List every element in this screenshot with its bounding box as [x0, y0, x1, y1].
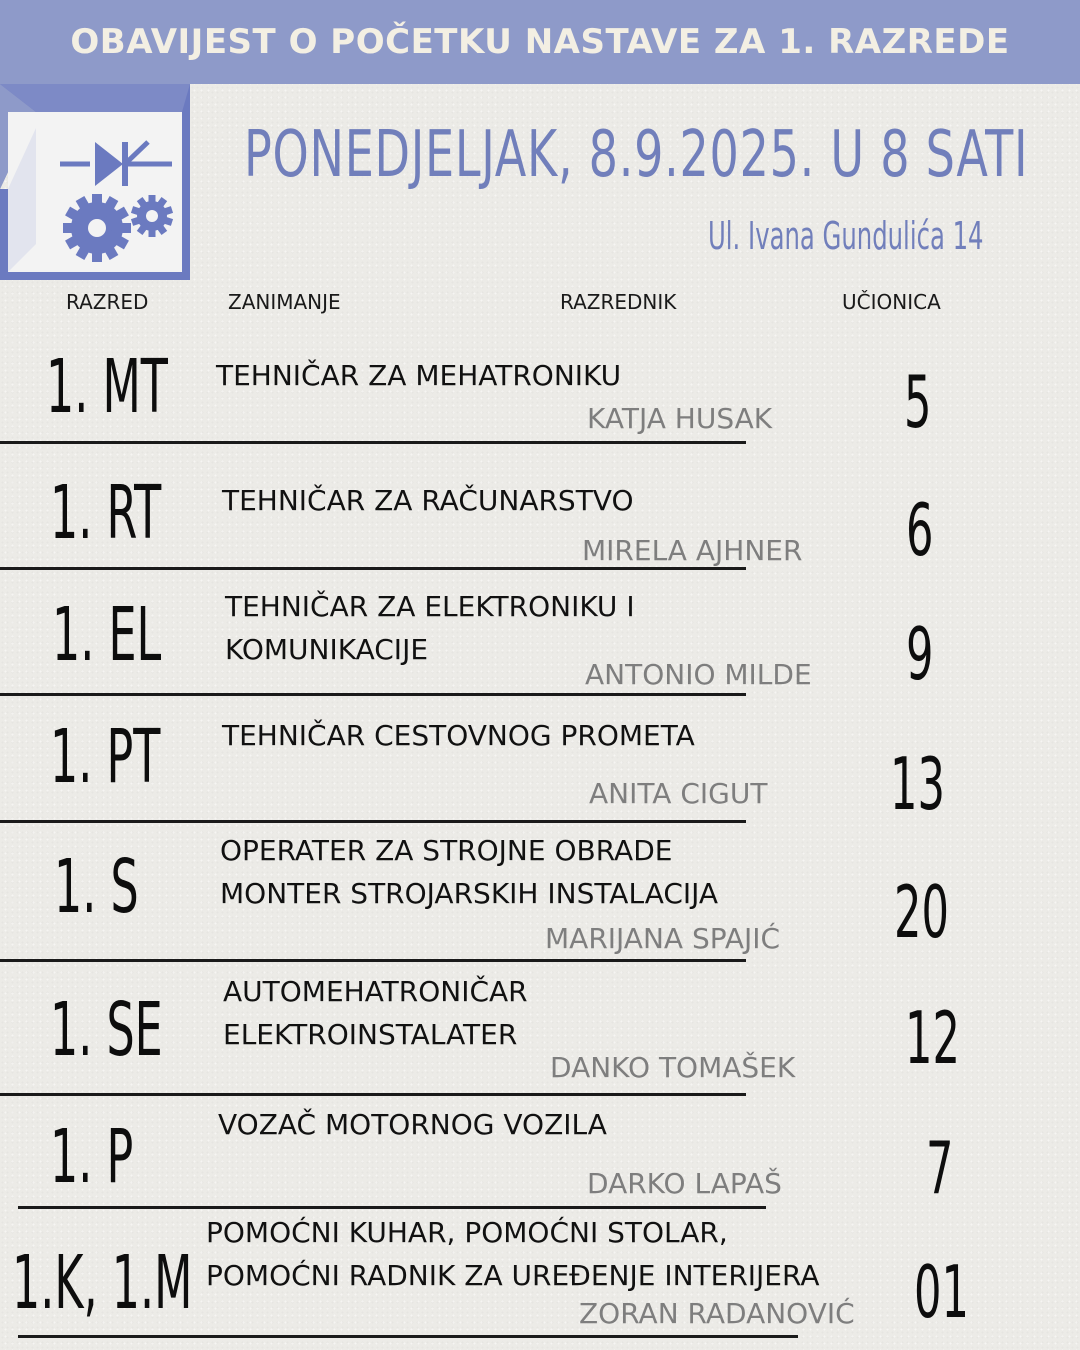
class-teacher: MIRELA AJHNER: [582, 534, 803, 567]
row-divider: [0, 693, 746, 696]
page-title: OBAVIJEST O POČETKU NASTAVE ZA 1. RAZREDE: [70, 22, 1010, 62]
classroom-number: 01: [914, 1250, 969, 1334]
classroom-number: 7: [926, 1126, 954, 1210]
class-name: 1.K, 1.M: [12, 1240, 193, 1326]
occupation: TEHNIČAR ZA ELEKTRONIKU I KOMUNIKACIJE: [225, 590, 635, 666]
occupation: TEHNIČAR CESTOVNOG PROMETA: [222, 719, 695, 752]
class-teacher: MARIJANA SPAJIĆ: [545, 922, 781, 955]
class-name: 1. S: [54, 844, 139, 930]
occupation: TEHNIČAR ZA MEHATRONIKU: [216, 359, 622, 392]
occupation: POMOĆNI KUHAR, POMOĆNI STOLAR, POMOĆNI RADNIK ZA UREĐENJE INTERIJERA: [206, 1216, 820, 1292]
column-header-occupation: ZANIMANJE: [228, 290, 341, 314]
occupation: OPERATER ZA STROJNE OBRADE MONTER STROJARSKIH INSTALACIJA: [220, 834, 719, 910]
class-name: 1. PT: [50, 714, 161, 800]
class-teacher: KATJA HUSAK: [587, 402, 773, 435]
row-divider: [0, 820, 746, 823]
class-name: 1. MT: [46, 344, 168, 430]
class-teacher: ANITA CIGUT: [589, 777, 768, 810]
classroom-number: 12: [905, 996, 960, 1080]
classroom-number: 5: [904, 360, 932, 444]
occupation: VOZAČ MOTORNOG VOZILA: [218, 1108, 607, 1141]
school-address: Ul. Ivana Gundulića 14: [708, 214, 984, 258]
row-divider: [18, 1335, 798, 1338]
row-divider: [0, 959, 746, 962]
school-logo-icon: [0, 84, 190, 280]
row-divider: [18, 1206, 766, 1209]
title-banner: [0, 0, 1080, 84]
column-header-room: UČIONICA: [842, 290, 941, 314]
classroom-number: 13: [890, 742, 945, 826]
classroom-number: 9: [906, 612, 934, 696]
class-teacher: DARKO LAPAŠ: [587, 1167, 782, 1200]
start-date: PONEDJELJAK, 8.9.2025. U 8 SATI: [244, 118, 1029, 192]
row-divider: [0, 1093, 746, 1096]
column-header-class: RAZRED: [66, 290, 149, 314]
column-header-teacher: RAZREDNIK: [560, 290, 677, 314]
class-name: 1. EL: [52, 592, 162, 678]
classroom-number: 6: [906, 488, 934, 572]
class-name: 1. SE: [50, 987, 163, 1073]
class-teacher: ANTONIO MILDE: [585, 658, 812, 691]
row-divider: [0, 567, 746, 570]
class-name: 1. RT: [50, 470, 162, 556]
classroom-number: 20: [894, 870, 949, 954]
occupation: AUTOMEHATRONIČAR ELEKTROINSTALATER: [223, 975, 528, 1051]
occupation: TEHNIČAR ZA RAČUNARSTVO: [222, 484, 634, 517]
class-teacher: ZORAN RADANOVIĆ: [579, 1297, 855, 1330]
class-name: 1. P: [50, 1114, 134, 1200]
class-teacher: DANKO TOMAŠEK: [550, 1051, 796, 1084]
row-divider: [0, 441, 746, 444]
